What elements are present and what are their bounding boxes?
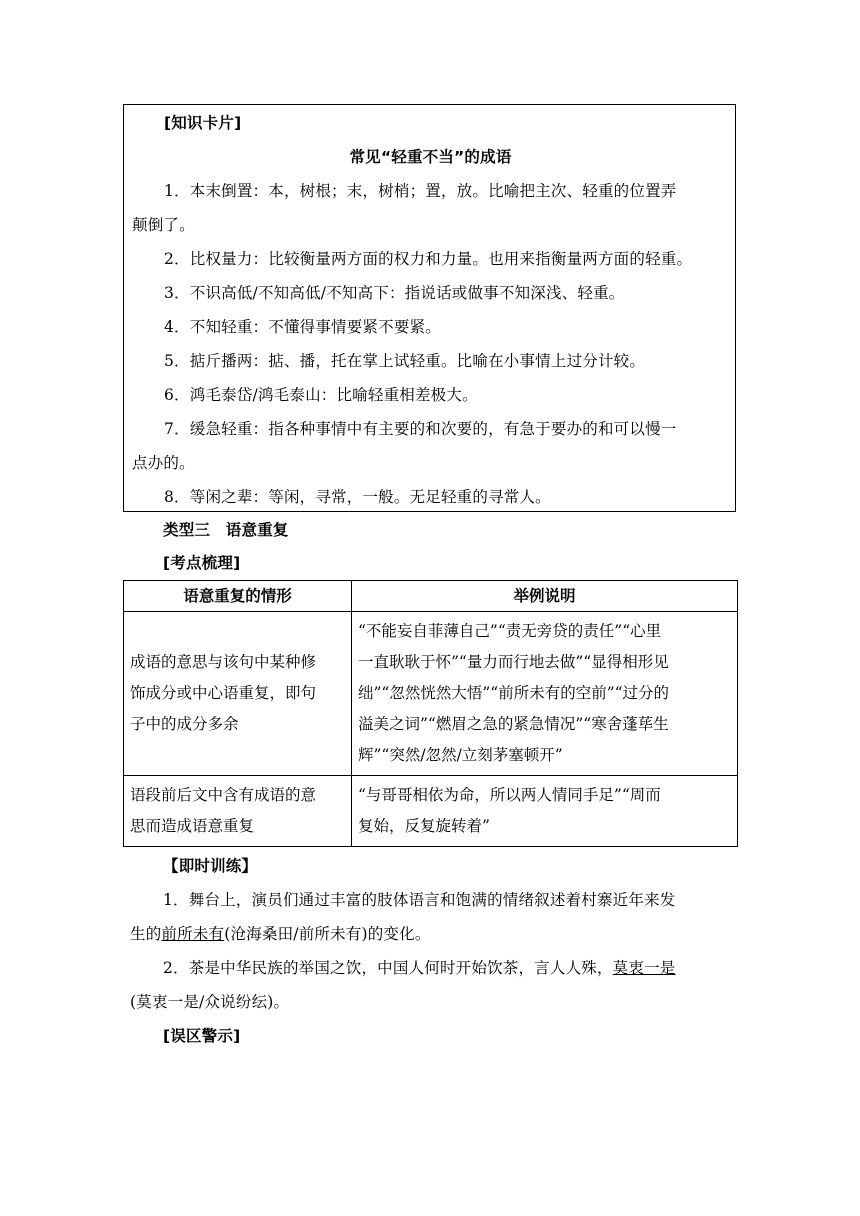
section-heading: 类型三 语意重复 — [163, 521, 289, 539]
card-item-3: 3．不识高低/不知高低/不知高下：指说话或做事不知深浅、轻重。 — [164, 284, 625, 302]
question-1-cont — [130, 922, 431, 944]
card-item-6: 6．鸿毛泰岱/鸿毛泰山：比喻轻重相差极大。 — [164, 386, 478, 404]
card-label: [知识卡片] — [164, 114, 242, 132]
cell-line: 子中的成分多余 — [130, 715, 239, 733]
card-item-1: 1．本末倒置：本，树根；末，树梢；置，放。比喻把主次、轻重的位置弄 — [164, 182, 677, 200]
question-1: 1．舞台上，演员们通过丰富的肢体语言和饱满的情绪叙述着村寨近年来发 — [163, 891, 676, 909]
text: 生的 — [130, 925, 162, 943]
table-row — [124, 776, 738, 847]
warning-heading: [误区警示] — [163, 1027, 241, 1045]
question-2-cont: (莫衷一是/众说纷纭)。 — [130, 993, 290, 1011]
card-item-2: 2．比权量力：比较衡量两方面的权力和力量。也用来指衡量两方面的轻重。 — [164, 250, 693, 268]
cell-line: “与哥哥相依为命，所以两人情同手足”“周而 — [358, 786, 661, 804]
cell-line: 溢美之词”“燃眉之急的紧急情况”“寒舍蓬荜生 — [358, 715, 669, 733]
question-2 — [163, 956, 675, 978]
table-cell — [124, 776, 352, 847]
card-item-5: 5．掂斤播两：掂、播，托在掌上试轻重。比喻在小事情上过分计较。 — [164, 352, 646, 370]
answer: 莫衷一是 — [612, 959, 676, 977]
cell-line: 复始，反复旋转着” — [358, 817, 490, 835]
text: 2．茶是中华民族的举国之饮，中国人何时开始饮茶，言人人殊， — [163, 959, 613, 977]
text: (沧海桑田/前所未有)的变化。 — [224, 925, 431, 943]
card-item-7: 7．缓急轻重：指各种事情中有主要的和次要的，有急于要办的和可以慢一 — [164, 420, 677, 438]
training-heading: 【即时训练】 — [163, 857, 258, 875]
repetition-table — [123, 580, 738, 847]
table-header: 举例说明 — [352, 581, 738, 612]
card-item-4: 4．不知轻重：不懂得事情要紧不要紧。 — [164, 318, 441, 336]
table-header: 语意重复的情形 — [124, 581, 352, 612]
cell-line: 成语的意思与该句中某种修 — [130, 653, 317, 671]
cell-line: 辉”“突然/忽然/立刻茅塞顿开” — [358, 746, 563, 764]
card-item-8: 8．等闲之辈：等闲，寻常，一般。无足轻重的寻常人。 — [164, 488, 551, 506]
table-cell — [352, 776, 738, 847]
cell-line: 饰成分或中心语重复，即句 — [130, 684, 317, 702]
section-sub: [考点梳理] — [163, 554, 241, 572]
cell-line: “不能妄自菲薄自己”“责无旁贷的责任”“心里 — [358, 622, 662, 640]
table-cell — [352, 612, 738, 776]
card-title: 常见“轻重不当”的成语 — [349, 148, 512, 166]
table-cell — [124, 612, 352, 776]
card-item-1-cont: 颠倒了。 — [132, 216, 195, 234]
card-item-7-cont: 点办的。 — [132, 454, 195, 472]
cell-line: 绌”“忽然恍然大悟”“前所未有的空前”“过分的 — [358, 684, 670, 702]
cell-line: 语段前后文中含有成语的意 — [130, 786, 317, 804]
answer: 前所未有 — [161, 925, 225, 943]
table-header-row — [124, 581, 738, 612]
cell-line: 一直耿耿于怀”“量力而行地去做”“显得相形见 — [358, 653, 669, 671]
table-row — [124, 612, 738, 776]
knowledge-card — [123, 104, 736, 512]
cell-line: 思而造成语意重复 — [130, 817, 255, 835]
